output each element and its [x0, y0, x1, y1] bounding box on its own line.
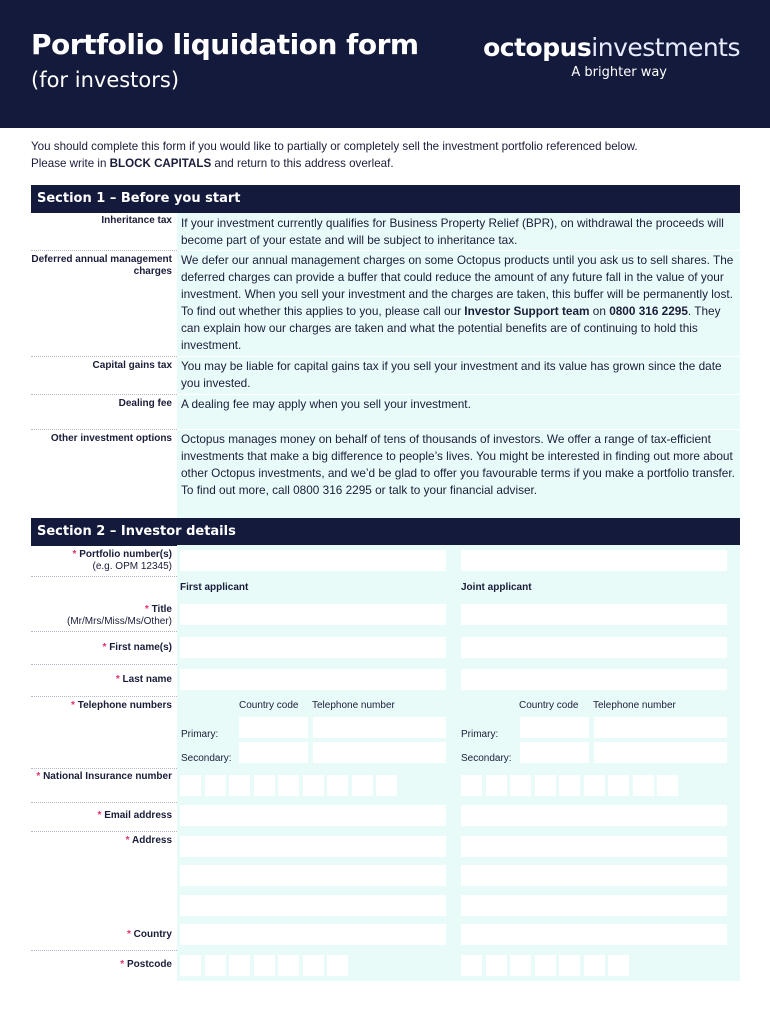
- last-name-label: [31, 674, 172, 686]
- required-star: *: [36, 771, 41, 782]
- postcode-char-box[interactable]: [254, 955, 275, 976]
- primary-country-code-first[interactable]: [239, 717, 308, 738]
- email-input-first[interactable]: [180, 805, 446, 826]
- ni-char-box[interactable]: [229, 775, 250, 796]
- ni-char-box[interactable]: [376, 775, 397, 796]
- last-name-label-text: Last name: [122, 674, 172, 685]
- address-line-2-first[interactable]: [180, 865, 446, 886]
- first-name-label: [31, 642, 172, 654]
- telephone-number-heading-joint: Telephone number: [593, 700, 676, 711]
- postcode-char-box[interactable]: [584, 955, 605, 976]
- brand-logo: [483, 33, 740, 62]
- country-label: [31, 929, 172, 941]
- intro-line-2-bold: BLOCK CAPITALS: [109, 157, 212, 170]
- telephone-number-heading-first: Telephone number: [312, 700, 395, 711]
- intro-text: [31, 138, 741, 172]
- national-insurance-label: [31, 771, 172, 783]
- divider: [31, 950, 177, 951]
- divider: [31, 831, 177, 832]
- ni-char-box[interactable]: [535, 775, 556, 796]
- last-name-input-first[interactable]: [180, 669, 446, 690]
- primary-phone-first[interactable]: [313, 717, 446, 738]
- country-code-heading-first: Country code: [239, 700, 299, 711]
- secondary-phone-joint[interactable]: [594, 742, 727, 763]
- postcode-char-box[interactable]: [327, 955, 348, 976]
- postcode-label: [31, 959, 172, 971]
- first-name-input-joint[interactable]: [461, 637, 727, 658]
- required-star: *: [72, 549, 77, 560]
- section-1-header: Section 1 – Before you start: [31, 185, 740, 213]
- primary-label-first: Primary:: [181, 729, 219, 740]
- title-input-joint[interactable]: [461, 604, 727, 625]
- ni-char-box[interactable]: [608, 775, 629, 796]
- postcode-char-box[interactable]: [278, 955, 299, 976]
- row-inheritance-tax: [31, 213, 740, 250]
- address-line-3-first[interactable]: [180, 895, 446, 916]
- address-line-3-joint[interactable]: [461, 895, 727, 916]
- ni-char-box[interactable]: [278, 775, 299, 796]
- inheritance-tax-text: If your investment currently qualifies for Business Property Relief (BPR), on withdrawal the proceeds will become part of your estate and will be subject to inheritance tax.: [177, 213, 740, 250]
- secondary-label-first: Secondary:: [181, 753, 232, 764]
- required-star: *: [144, 604, 149, 615]
- brand-logo-light: investments: [591, 33, 740, 62]
- page-subtitle: (for investors): [31, 68, 180, 92]
- ni-char-box[interactable]: [327, 775, 348, 796]
- ni-char-box[interactable]: [352, 775, 373, 796]
- deferred-charges-label: Deferred annual management charges: [31, 254, 172, 277]
- required-star: *: [120, 959, 125, 970]
- title-input-first[interactable]: [180, 604, 446, 625]
- postcode-char-box[interactable]: [303, 955, 324, 976]
- intro-line-2-pre: Please write in: [31, 157, 110, 170]
- postcode-char-box[interactable]: [510, 955, 531, 976]
- ni-char-box[interactable]: [180, 775, 201, 796]
- title-label: [31, 604, 172, 628]
- section-2-header: Section 2 – Investor details: [31, 518, 740, 546]
- dealing-fee-label: Dealing fee: [118, 398, 172, 409]
- postcode-label-text: Postcode: [126, 959, 172, 970]
- intro-line-1: You should complete this form if you would like to partially or completely sell the investment portfolio referenced below.: [31, 140, 638, 153]
- address-label-text: Address: [131, 835, 172, 846]
- investor-support-team: Investor Support team: [464, 304, 590, 318]
- primary-label-joint: Primary:: [461, 729, 499, 740]
- last-name-input-joint[interactable]: [461, 669, 727, 690]
- secondary-country-code-first[interactable]: [239, 742, 308, 763]
- address-label: [31, 835, 172, 847]
- support-phone: 0800 316 2295: [609, 304, 688, 318]
- postcode-char-box[interactable]: [535, 955, 556, 976]
- email-input-joint[interactable]: [461, 805, 727, 826]
- ni-char-box[interactable]: [657, 775, 678, 796]
- capital-gains-tax-text: You may be liable for capital gains tax if you sell your investment and its value has grown since the date you invested.: [177, 357, 740, 394]
- postcode-char-box[interactable]: [608, 955, 629, 976]
- ni-char-box[interactable]: [254, 775, 275, 796]
- ni-char-box[interactable]: [559, 775, 580, 796]
- first-name-label-text: First name(s): [109, 642, 172, 653]
- telephone-label-text: Telephone numbers: [77, 700, 172, 711]
- address-line-1-first[interactable]: [180, 836, 446, 857]
- intro-line-2-post: and return to this address overleaf.: [211, 157, 394, 170]
- deferred-charges-text: [177, 251, 740, 356]
- secondary-phone-first[interactable]: [313, 742, 446, 763]
- divider: [31, 664, 177, 665]
- intro-line-2: [31, 155, 741, 172]
- first-applicant-heading: First applicant: [180, 582, 249, 593]
- inheritance-tax-label: Inheritance tax: [101, 215, 172, 226]
- row-dealing-fee: [31, 395, 740, 429]
- postcode-char-box[interactable]: [205, 955, 226, 976]
- postcode-char-box[interactable]: [180, 955, 201, 976]
- title-hint: (Mr/Mrs/Miss/Ms/Other): [67, 616, 172, 627]
- required-star: *: [97, 810, 102, 821]
- title-label-text: Title: [151, 604, 172, 615]
- brand-tagline: A brighter way: [571, 65, 667, 80]
- divider: [31, 696, 177, 697]
- page-title: Portfolio liquidation form: [31, 28, 419, 61]
- row-capital-gains-tax: [31, 357, 740, 394]
- joint-applicant-heading: Joint applicant: [461, 582, 532, 593]
- ni-char-box[interactable]: [461, 775, 482, 796]
- country-input-joint[interactable]: [461, 924, 727, 945]
- required-star: *: [71, 700, 75, 711]
- telephone-label: [31, 700, 172, 712]
- page-header: [0, 0, 770, 128]
- portfolio-number-input-1[interactable]: [180, 550, 446, 571]
- divider: [31, 802, 177, 803]
- postcode-char-box[interactable]: [229, 955, 250, 976]
- secondary-label-joint: Secondary:: [461, 753, 512, 764]
- email-label-text: Email address: [104, 810, 172, 821]
- ni-char-box[interactable]: [205, 775, 226, 796]
- required-star: *: [126, 929, 131, 940]
- required-star: *: [102, 642, 107, 653]
- dealing-fee-text: A dealing fee may apply when you sell your investment.: [177, 395, 740, 429]
- primary-phone-joint[interactable]: [594, 717, 727, 738]
- divider: [31, 576, 177, 577]
- country-input-first[interactable]: [180, 924, 446, 945]
- address-line-2-joint[interactable]: [461, 865, 727, 886]
- country-label-text: Country: [133, 929, 172, 940]
- capital-gains-tax-label: Capital gains tax: [92, 360, 172, 371]
- other-options-text: Octopus manages money on behalf of tens of thousands of investors. We offer a range of tax-efficient investments that make a big difference to people’s lives. You might be interested in finding out more about other Octopus investments, and we’d be glad to offer you favourable terms if you make a portfolio transfer. To find out more, call 0800 316 2295 or talk to your financial adviser.: [177, 430, 740, 518]
- required-star: *: [125, 835, 130, 846]
- portfolio-number-label-text: Portfolio number(s): [79, 549, 172, 560]
- secondary-country-code-joint[interactable]: [520, 742, 589, 763]
- postcode-char-box[interactable]: [461, 955, 482, 976]
- address-line-1-joint[interactable]: [461, 836, 727, 857]
- postcode-char-box[interactable]: [486, 955, 507, 976]
- divider: [31, 768, 177, 769]
- ni-char-box[interactable]: [486, 775, 507, 796]
- ni-char-box[interactable]: [510, 775, 531, 796]
- row-deferred-charges: [31, 251, 740, 356]
- divider: [31, 631, 177, 632]
- brand-logo-bold: octopus: [483, 33, 592, 62]
- ni-char-box[interactable]: [633, 775, 654, 796]
- deferred-text-1: We defer our annual management charges on some Octopus products until you ask us to sell shares. The deferred charges can provide a buffer that could reduce the amount of any future fall in the value of your investment. When you sell your investment and the charges are taken, this buffer will be permanently lost. To find out whether this applies to you, please call our: [181, 253, 734, 318]
- row-other-options: [31, 430, 740, 518]
- first-name-input-first[interactable]: [180, 637, 446, 658]
- required-star: *: [115, 674, 120, 685]
- country-code-heading-joint: Country code: [519, 700, 579, 711]
- email-label: [31, 810, 172, 822]
- ni-char-box[interactable]: [584, 775, 605, 796]
- deferred-text-2: on: [589, 304, 610, 318]
- postcode-char-box[interactable]: [559, 955, 580, 976]
- portfolio-number-hint: (e.g. OPM 12345): [92, 561, 172, 572]
- portfolio-number-label: [31, 549, 172, 573]
- ni-char-box[interactable]: [303, 775, 324, 796]
- deferred-text-3: . They can explain how our charges are taken and what the potential benefits are of continuing to hold this investment.: [181, 304, 721, 352]
- other-options-label: Other investment options: [50, 433, 172, 444]
- portfolio-number-input-2[interactable]: [461, 550, 727, 571]
- national-insurance-label-text: National Insurance number: [43, 771, 172, 782]
- primary-country-code-joint[interactable]: [520, 717, 589, 738]
